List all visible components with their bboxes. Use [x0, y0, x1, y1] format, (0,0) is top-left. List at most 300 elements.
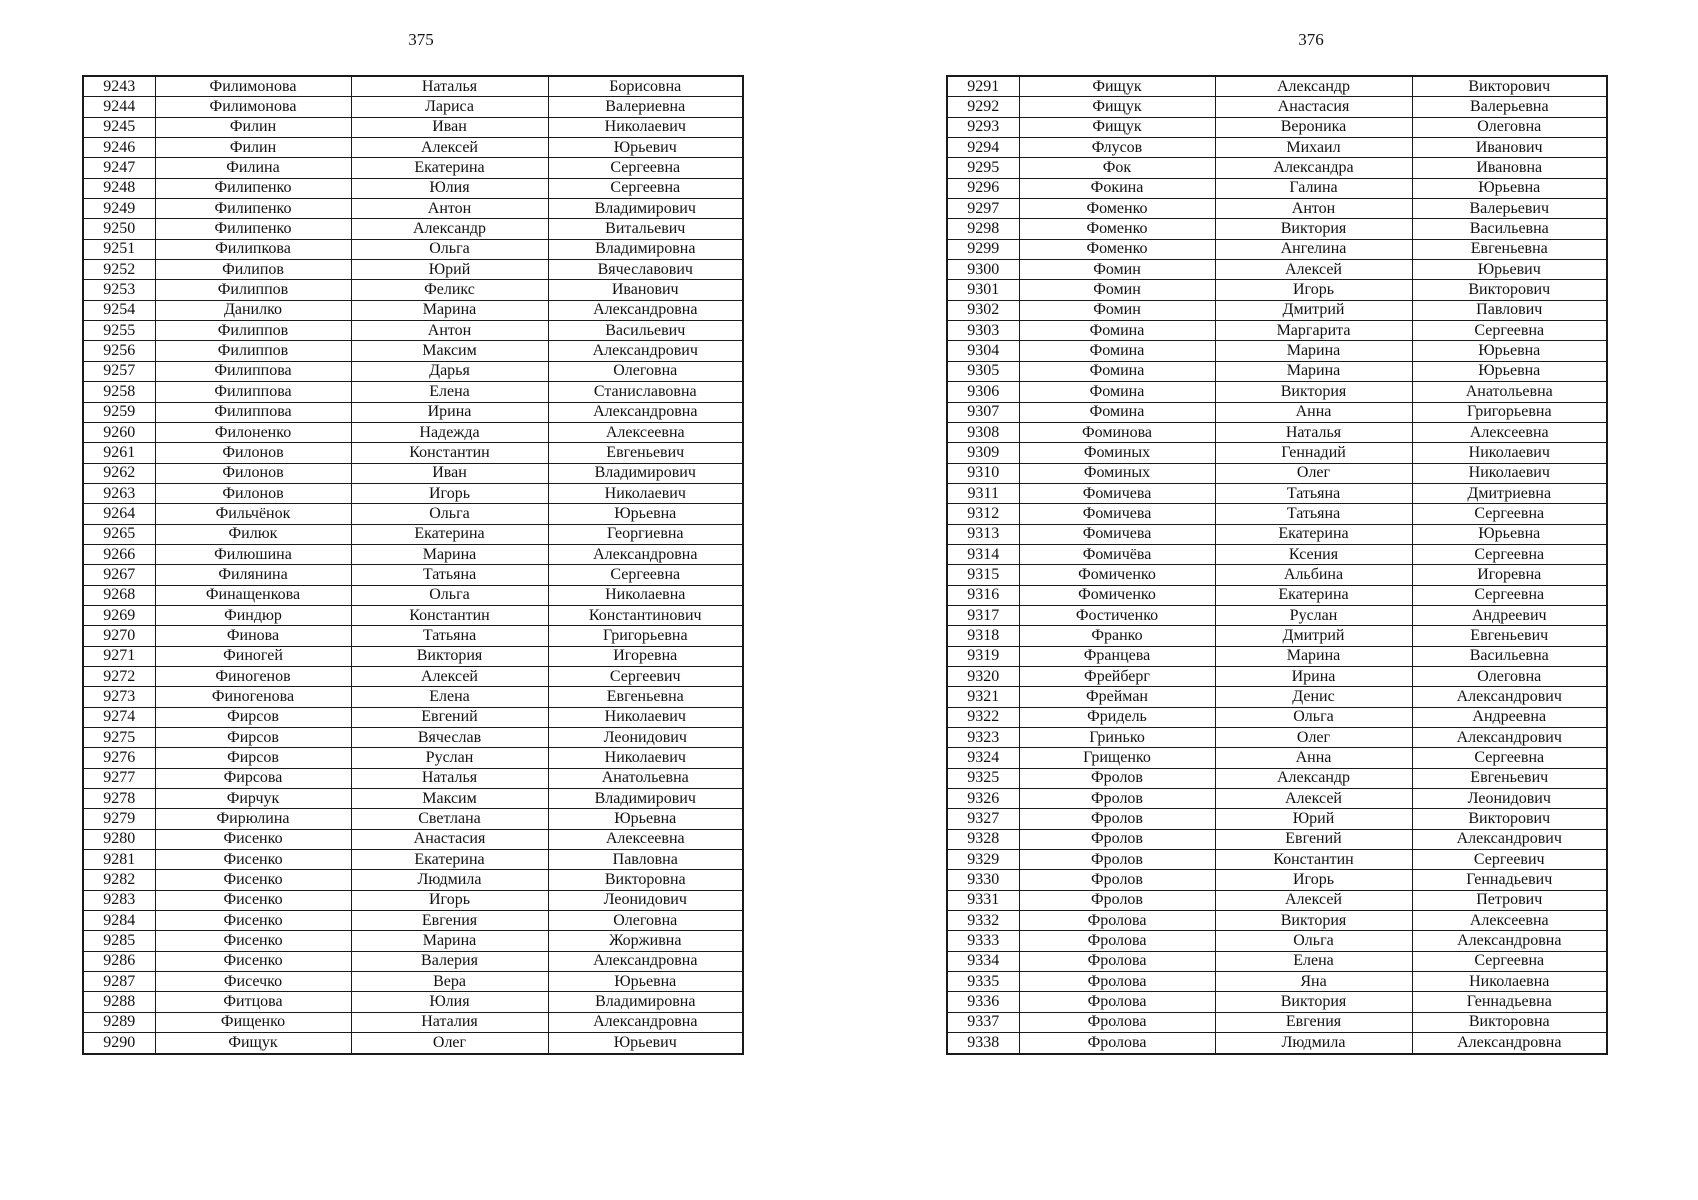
patronymic-cell: Петрович	[1412, 890, 1607, 910]
row-number-cell: 9245	[83, 117, 155, 137]
last-name-cell: Филонов	[155, 463, 351, 483]
first-name-cell: Вероника	[1215, 117, 1412, 137]
first-name-cell: Вера	[351, 972, 548, 992]
row-number-cell: 9325	[947, 768, 1019, 788]
last-name-cell: Филоненко	[155, 422, 351, 442]
row-number-cell: 9254	[83, 300, 155, 320]
last-name-cell: Фролов	[1019, 890, 1215, 910]
row-number-cell: 9272	[83, 666, 155, 686]
table-row	[83, 280, 743, 300]
patronymic-cell: Сергеевна	[548, 178, 743, 198]
row-number-cell: 9333	[947, 931, 1019, 951]
last-name-cell: Фролова	[1019, 1012, 1215, 1032]
row-number-cell: 9276	[83, 748, 155, 768]
last-name-cell: Фоминых	[1019, 463, 1215, 483]
table-row	[83, 504, 743, 524]
first-name-cell: Юрий	[351, 260, 548, 280]
last-name-cell: Фомина	[1019, 402, 1215, 422]
first-name-cell: Денис	[1215, 687, 1412, 707]
last-name-cell: Фисенко	[155, 951, 351, 971]
table-row	[83, 524, 743, 544]
row-number-cell: 9330	[947, 870, 1019, 890]
first-name-cell: Олег	[1215, 728, 1412, 748]
last-name-cell: Фоминых	[1019, 443, 1215, 463]
patronymic-cell: Андреевна	[1412, 707, 1607, 727]
row-number-cell: 9319	[947, 646, 1019, 666]
first-name-cell: Антон	[351, 199, 548, 219]
first-name-cell: Валерия	[351, 951, 548, 971]
first-name-cell: Алексей	[1215, 789, 1412, 809]
first-name-cell: Елена	[351, 687, 548, 707]
row-number-cell: 9280	[83, 829, 155, 849]
patronymic-cell: Сергеевна	[1412, 321, 1607, 341]
first-name-cell: Елена	[351, 382, 548, 402]
table-row	[947, 76, 1607, 97]
row-number-cell: 9273	[83, 687, 155, 707]
first-name-cell: Альбина	[1215, 565, 1412, 585]
patronymic-cell: Евгеньевна	[548, 687, 743, 707]
last-name-cell: Флусов	[1019, 138, 1215, 158]
table-row	[947, 565, 1607, 585]
last-name-cell: Фищенко	[155, 1012, 351, 1032]
first-name-cell: Константин	[1215, 850, 1412, 870]
last-name-cell: Фоминова	[1019, 422, 1215, 442]
first-name-cell: Ангелина	[1215, 239, 1412, 259]
last-name-cell: Фомичева	[1019, 524, 1215, 544]
row-number-cell: 9311	[947, 483, 1019, 503]
table-row	[947, 687, 1607, 707]
row-number-cell: 9283	[83, 890, 155, 910]
first-name-cell: Марина	[1215, 341, 1412, 361]
table-row	[947, 382, 1607, 402]
row-number-cell: 9275	[83, 728, 155, 748]
last-name-cell: Фок	[1019, 158, 1215, 178]
table-row	[947, 402, 1607, 422]
first-name-cell: Алексей	[1215, 890, 1412, 910]
patronymic-cell: Сергеевна	[548, 565, 743, 585]
row-number-cell: 9287	[83, 972, 155, 992]
first-name-cell: Игорь	[351, 483, 548, 503]
table-row	[947, 544, 1607, 564]
row-number-cell: 9300	[947, 260, 1019, 280]
table-row	[83, 158, 743, 178]
first-name-cell: Ольга	[1215, 707, 1412, 727]
last-name-cell: Фролова	[1019, 992, 1215, 1012]
roster-table-left	[82, 75, 744, 1055]
first-name-cell: Марина	[351, 931, 548, 951]
row-number-cell: 9335	[947, 972, 1019, 992]
first-name-cell: Анастасия	[1215, 97, 1412, 117]
table-row	[83, 361, 743, 381]
last-name-cell: Фирсов	[155, 707, 351, 727]
row-number-cell: 9290	[83, 1033, 155, 1054]
table-row	[83, 76, 743, 97]
table-row	[947, 219, 1607, 239]
table-row	[83, 483, 743, 503]
table-row	[947, 707, 1607, 727]
table-row	[947, 443, 1607, 463]
patronymic-cell: Викторович	[1412, 809, 1607, 829]
table-row	[947, 646, 1607, 666]
row-number-cell: 9297	[947, 199, 1019, 219]
last-name-cell: Франко	[1019, 626, 1215, 646]
patronymic-cell: Васильевна	[1412, 219, 1607, 239]
table-row	[83, 666, 743, 686]
table-row	[83, 605, 743, 625]
patronymic-cell: Викторовна	[548, 870, 743, 890]
last-name-cell: Фокина	[1019, 178, 1215, 198]
last-name-cell: Фильчёнок	[155, 504, 351, 524]
first-name-cell: Антон	[1215, 199, 1412, 219]
table-row	[83, 931, 743, 951]
table-row	[83, 1012, 743, 1032]
row-number-cell: 9294	[947, 138, 1019, 158]
last-name-cell: Фоменко	[1019, 199, 1215, 219]
patronymic-cell: Владимирович	[548, 789, 743, 809]
first-name-cell: Алексей	[351, 666, 548, 686]
table-row	[83, 178, 743, 198]
first-name-cell: Татьяна	[351, 626, 548, 646]
last-name-cell: Фостиченко	[1019, 605, 1215, 625]
table-row	[947, 585, 1607, 605]
first-name-cell: Игорь	[1215, 280, 1412, 300]
patronymic-cell: Борисовна	[548, 76, 743, 97]
row-number-cell: 9289	[83, 1012, 155, 1032]
row-number-cell: 9307	[947, 402, 1019, 422]
first-name-cell: Анастасия	[351, 829, 548, 849]
patronymic-cell: Юрьевич	[1412, 260, 1607, 280]
table-row	[947, 605, 1607, 625]
row-number-cell: 9247	[83, 158, 155, 178]
table-row	[947, 524, 1607, 544]
first-name-cell: Алексей	[351, 138, 548, 158]
patronymic-cell: Алексеевна	[548, 829, 743, 849]
first-name-cell: Наталья	[1215, 422, 1412, 442]
patronymic-cell: Иванович	[548, 280, 743, 300]
patronymic-cell: Константинович	[548, 605, 743, 625]
last-name-cell: Фролова	[1019, 931, 1215, 951]
row-number-cell: 9316	[947, 585, 1019, 605]
row-number-cell: 9262	[83, 463, 155, 483]
row-number-cell: 9252	[83, 260, 155, 280]
first-name-cell: Виктория	[351, 646, 548, 666]
row-number-cell: 9251	[83, 239, 155, 259]
row-number-cell: 9269	[83, 605, 155, 625]
row-number-cell: 9304	[947, 341, 1019, 361]
patronymic-cell: Николаевич	[548, 707, 743, 727]
patronymic-cell: Евгеньевич	[548, 443, 743, 463]
patronymic-cell: Жорживна	[548, 931, 743, 951]
last-name-cell: Фисечко	[155, 972, 351, 992]
table-row	[83, 890, 743, 910]
patronymic-cell: Юрьевна	[1412, 524, 1607, 544]
patronymic-cell: Алексеевна	[1412, 422, 1607, 442]
table-row	[947, 870, 1607, 890]
last-name-cell: Фролов	[1019, 809, 1215, 829]
patronymic-cell: Владимирович	[548, 463, 743, 483]
roster-table-right	[946, 75, 1608, 1055]
patronymic-cell: Анатольевна	[1412, 382, 1607, 402]
row-number-cell: 9298	[947, 219, 1019, 239]
row-number-cell: 9320	[947, 666, 1019, 686]
first-name-cell: Екатерина	[351, 158, 548, 178]
last-name-cell: Филюк	[155, 524, 351, 544]
last-name-cell: Фисенко	[155, 870, 351, 890]
first-name-cell: Руслан	[1215, 605, 1412, 625]
row-number-cell: 9274	[83, 707, 155, 727]
row-number-cell: 9314	[947, 544, 1019, 564]
first-name-cell: Константин	[351, 443, 548, 463]
first-name-cell: Александра	[1215, 158, 1412, 178]
first-name-cell: Руслан	[351, 748, 548, 768]
last-name-cell: Филиппов	[155, 280, 351, 300]
first-name-cell: Екатерина	[1215, 524, 1412, 544]
last-name-cell: Фищук	[155, 1033, 351, 1054]
row-number-cell: 9312	[947, 504, 1019, 524]
first-name-cell: Людмила	[1215, 1033, 1412, 1054]
last-name-cell: Филипкова	[155, 239, 351, 259]
patronymic-cell: Олеговна	[1412, 117, 1607, 137]
patronymic-cell: Юрьевна	[548, 504, 743, 524]
last-name-cell: Фомин	[1019, 260, 1215, 280]
patronymic-cell: Ивановна	[1412, 158, 1607, 178]
patronymic-cell: Сергеевич	[548, 666, 743, 686]
first-name-cell: Александр	[1215, 76, 1412, 97]
first-name-cell: Маргарита	[1215, 321, 1412, 341]
patronymic-cell: Николаевна	[1412, 972, 1607, 992]
table-row	[83, 402, 743, 422]
first-name-cell: Татьяна	[1215, 483, 1412, 503]
first-name-cell: Евгений	[1215, 829, 1412, 849]
table-row	[947, 809, 1607, 829]
last-name-cell: Фомичёва	[1019, 544, 1215, 564]
table-row	[83, 728, 743, 748]
table-row	[83, 321, 743, 341]
patronymic-cell: Станиславовна	[548, 382, 743, 402]
patronymic-cell: Николаевна	[548, 585, 743, 605]
last-name-cell: Филиппов	[155, 321, 351, 341]
patronymic-cell: Александрович	[1412, 728, 1607, 748]
last-name-cell: Фомина	[1019, 361, 1215, 381]
patronymic-cell: Николаевич	[548, 483, 743, 503]
last-name-cell: Филимонова	[155, 76, 351, 97]
row-number-cell: 9337	[947, 1012, 1019, 1032]
first-name-cell: Светлана	[351, 809, 548, 829]
table-row	[83, 341, 743, 361]
table-row	[947, 829, 1607, 849]
first-name-cell: Ольга	[351, 504, 548, 524]
row-number-cell: 9302	[947, 300, 1019, 320]
first-name-cell: Ирина	[351, 402, 548, 422]
first-name-cell: Марина	[351, 300, 548, 320]
table-row	[83, 972, 743, 992]
first-name-cell: Игорь	[1215, 870, 1412, 890]
table-row	[947, 300, 1607, 320]
patronymic-cell: Геннадьевич	[1412, 870, 1607, 890]
row-number-cell: 9246	[83, 138, 155, 158]
patronymic-cell: Николаевич	[1412, 463, 1607, 483]
row-number-cell: 9277	[83, 768, 155, 788]
table-row	[83, 646, 743, 666]
patronymic-cell: Валерьевич	[1412, 199, 1607, 219]
patronymic-cell: Викторовна	[1412, 1012, 1607, 1032]
first-name-cell: Виктория	[1215, 911, 1412, 931]
table-row	[947, 1012, 1607, 1032]
patronymic-cell: Игоревна	[1412, 565, 1607, 585]
table-row	[947, 931, 1607, 951]
patronymic-cell: Николаевич	[548, 748, 743, 768]
patronymic-cell: Александровна	[548, 300, 743, 320]
first-name-cell: Наталья	[351, 768, 548, 788]
row-number-cell: 9284	[83, 911, 155, 931]
patronymic-cell: Георгиевна	[548, 524, 743, 544]
row-number-cell: 9293	[947, 117, 1019, 137]
patronymic-cell: Сергеевич	[1412, 850, 1607, 870]
row-number-cell: 9305	[947, 361, 1019, 381]
patronymic-cell: Александровна	[548, 544, 743, 564]
table-row	[83, 300, 743, 320]
patronymic-cell: Александрович	[1412, 829, 1607, 849]
first-name-cell: Анна	[1215, 402, 1412, 422]
row-number-cell: 9332	[947, 911, 1019, 931]
last-name-cell: Фомичева	[1019, 504, 1215, 524]
row-number-cell: 9267	[83, 565, 155, 585]
last-name-cell: Фомина	[1019, 341, 1215, 361]
last-name-cell: Фролова	[1019, 1033, 1215, 1054]
table-row	[947, 850, 1607, 870]
last-name-cell: Филюшина	[155, 544, 351, 564]
table-row	[947, 666, 1607, 686]
row-number-cell: 9270	[83, 626, 155, 646]
last-name-cell: Фролов	[1019, 768, 1215, 788]
table-row	[83, 97, 743, 117]
first-name-cell: Татьяна	[351, 565, 548, 585]
patronymic-cell: Николаевич	[548, 117, 743, 137]
row-number-cell: 9309	[947, 443, 1019, 463]
patronymic-cell: Григорьевна	[548, 626, 743, 646]
last-name-cell: Грищенко	[1019, 748, 1215, 768]
last-name-cell: Фоменко	[1019, 219, 1215, 239]
patronymic-cell: Олеговна	[548, 911, 743, 931]
last-name-cell: Гринько	[1019, 728, 1215, 748]
row-number-cell: 9281	[83, 850, 155, 870]
patronymic-cell: Викторович	[1412, 280, 1607, 300]
table-row	[947, 260, 1607, 280]
last-name-cell: Фролов	[1019, 789, 1215, 809]
table-row	[83, 829, 743, 849]
first-name-cell: Виктория	[1215, 992, 1412, 1012]
row-number-cell: 9308	[947, 422, 1019, 442]
row-number-cell: 9321	[947, 687, 1019, 707]
first-name-cell: Максим	[351, 341, 548, 361]
table-row	[947, 483, 1607, 503]
row-number-cell: 9306	[947, 382, 1019, 402]
table-row	[83, 565, 743, 585]
first-name-cell: Анна	[1215, 748, 1412, 768]
table-row	[947, 768, 1607, 788]
row-number-cell: 9257	[83, 361, 155, 381]
roster-table-body	[83, 76, 743, 1054]
table-row	[83, 422, 743, 442]
first-name-cell: Виктория	[1215, 219, 1412, 239]
first-name-cell: Лариса	[351, 97, 548, 117]
last-name-cell: Фищук	[1019, 117, 1215, 137]
row-number-cell: 9303	[947, 321, 1019, 341]
row-number-cell: 9285	[83, 931, 155, 951]
row-number-cell: 9327	[947, 809, 1019, 829]
first-name-cell: Юлия	[351, 178, 548, 198]
patronymic-cell: Алексеевна	[1412, 911, 1607, 931]
first-name-cell: Надежда	[351, 422, 548, 442]
first-name-cell: Екатерина	[351, 850, 548, 870]
row-number-cell: 9296	[947, 178, 1019, 198]
table-row	[947, 138, 1607, 158]
patronymic-cell: Игоревна	[548, 646, 743, 666]
last-name-cell: Филина	[155, 158, 351, 178]
last-name-cell: Филипенко	[155, 199, 351, 219]
page-number-right: 376	[1298, 30, 1324, 49]
row-number-cell: 9310	[947, 463, 1019, 483]
row-number-cell: 9265	[83, 524, 155, 544]
first-name-cell: Евгения	[351, 911, 548, 931]
row-number-cell: 9264	[83, 504, 155, 524]
row-number-cell: 9315	[947, 565, 1019, 585]
patronymic-cell: Анатольевна	[548, 768, 743, 788]
last-name-cell: Филипенко	[155, 219, 351, 239]
row-number-cell: 9336	[947, 992, 1019, 1012]
patronymic-cell: Николаевич	[1412, 443, 1607, 463]
patronymic-cell: Андреевич	[1412, 605, 1607, 625]
patronymic-cell: Иванович	[1412, 138, 1607, 158]
table-row	[947, 1033, 1607, 1054]
row-number-cell: 9249	[83, 199, 155, 219]
table-row	[947, 972, 1607, 992]
table-row	[83, 687, 743, 707]
row-number-cell: 9250	[83, 219, 155, 239]
row-number-cell: 9292	[947, 97, 1019, 117]
table-row	[83, 992, 743, 1012]
first-name-cell: Максим	[351, 789, 548, 809]
patronymic-cell: Александрович	[548, 341, 743, 361]
last-name-cell: Филин	[155, 138, 351, 158]
last-name-cell: Фомин	[1019, 300, 1215, 320]
table-row	[83, 951, 743, 971]
patronymic-cell: Алексеевна	[548, 422, 743, 442]
patronymic-cell: Дмитриевна	[1412, 483, 1607, 503]
table-row	[83, 199, 743, 219]
table-row	[947, 748, 1607, 768]
row-number-cell: 9259	[83, 402, 155, 422]
last-name-cell: Фролов	[1019, 829, 1215, 849]
row-number-cell: 9255	[83, 321, 155, 341]
patronymic-cell: Юрьевна	[548, 972, 743, 992]
last-name-cell: Фоменко	[1019, 239, 1215, 259]
last-name-cell: Фомиченко	[1019, 585, 1215, 605]
patronymic-cell: Леонидович	[548, 890, 743, 910]
table-row	[83, 1033, 743, 1054]
first-name-cell: Дарья	[351, 361, 548, 381]
table-row	[83, 870, 743, 890]
last-name-cell: Фомин	[1019, 280, 1215, 300]
last-name-cell: Филипенко	[155, 178, 351, 198]
last-name-cell: Фролова	[1019, 972, 1215, 992]
table-row	[947, 951, 1607, 971]
table-row	[947, 341, 1607, 361]
first-name-cell: Екатерина	[351, 524, 548, 544]
last-name-cell: Филонов	[155, 443, 351, 463]
table-row	[83, 382, 743, 402]
table-row	[947, 280, 1607, 300]
